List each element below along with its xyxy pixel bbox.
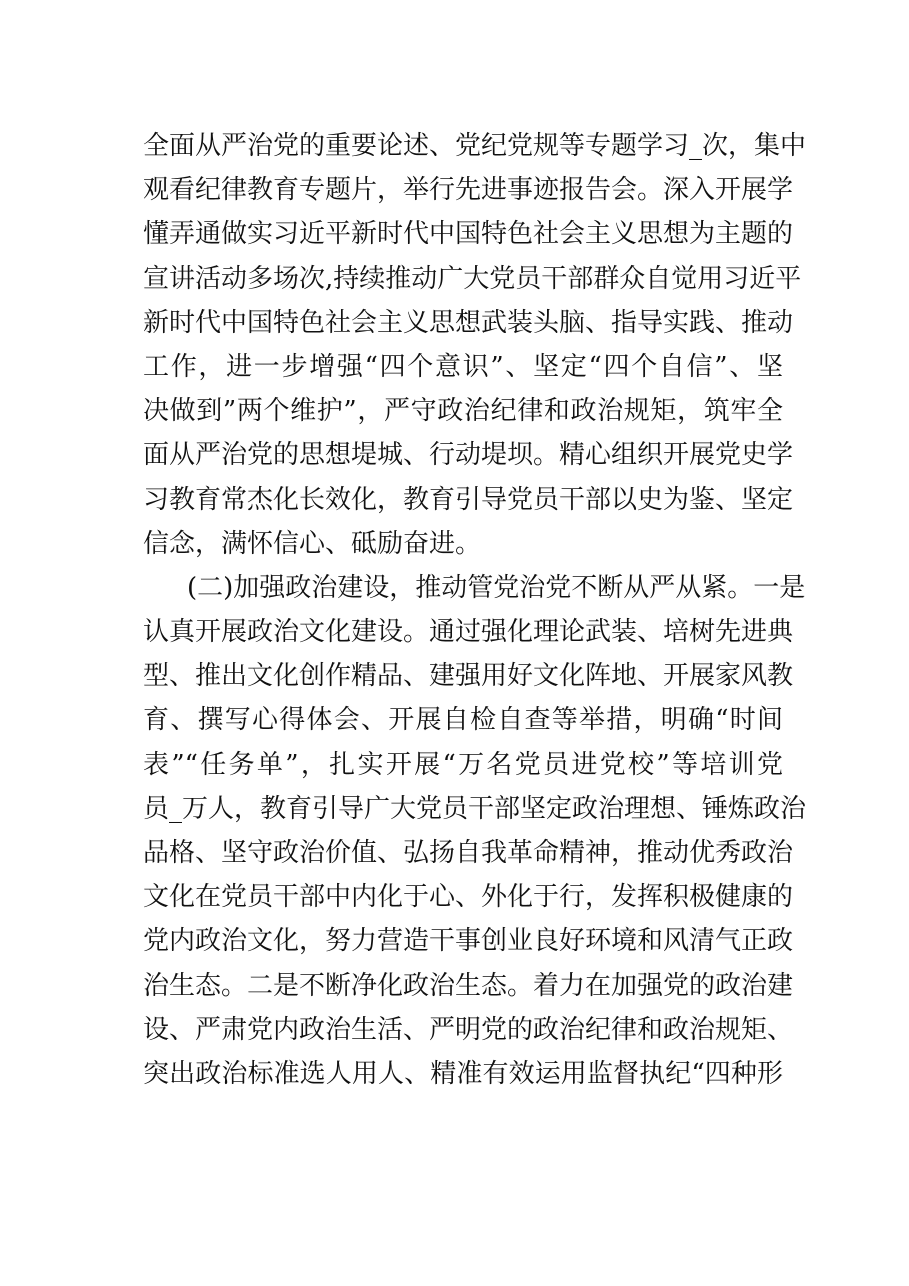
text-line: 宣讲活动多场次,持续推动广大党员干部群众自觉用习近平 (143, 263, 802, 294)
text-line: 党内政治文化，努力营造干事创业良好环境和风清气正政 (143, 926, 794, 957)
text-line: 表”“任务单”，扎实开展“万名党员进党校”等培训党 (143, 749, 783, 780)
text-line: 新时代中国特色社会主义思想武装头脑、指导实践、推动 (143, 307, 794, 338)
body-text (143, 124, 807, 1096)
text-line: 员_万人，教育引导广大党员干部坚定政治理想、锤炼政治 (143, 793, 807, 824)
text-line: 突出政治标准选人用人、精准有效运用监督执纪“四种形 (143, 1058, 783, 1089)
text-line: 面从严治党的思想堤城、行动堤坝。精心组织开展党史学 (143, 440, 794, 471)
text-line: 品格、坚守政治价值、弘扬自我革命精神，推动优秀政治 (143, 838, 794, 868)
text-line: 文化在党员干部中内化于心、外化于行，发挥积极健康的 (143, 882, 794, 913)
text-line: 治生态。二是不断净化政治生态。着力在加强党的政治建 (143, 970, 794, 1001)
text-line: 习教育常杰化长效化，教育引导党员干部以史为鉴、坚定 (143, 484, 794, 515)
text-line: 决做到”两个维护”，严守政治纪律和政治规矩，筑牢全 (143, 396, 783, 427)
text-line: 工作，进一步增强“四个意识”、坚定“四个自信”、坚 (143, 351, 783, 382)
text-line: 认真开展政治文化建设。通过强化理论武装、培树先进典 (143, 617, 794, 648)
text-line: 全面从严治党的重要论述、党纪党规等专题学习_次，集中 (143, 131, 807, 161)
section-heading-line: (二)加强政治建设，推动管党治党不断从严从紧。一是 (187, 572, 806, 603)
text-line: 型、推出文化创作精品、建强用好文化阵地、开展家风教 (143, 661, 794, 692)
text-line: 观看纪律教育专题片，举行先进事迹报告会。深入开展学 (143, 175, 794, 206)
paragraph-end-line: 信念，满怀信心、砥励奋进。 (143, 528, 482, 559)
text-line: 育、撰写心得体会、开展自检自查等举措，明确“时间 (143, 705, 783, 736)
text-line: 懂弄通做实习近平新时代中国特色社会主义思想为主题的 (143, 219, 794, 250)
text-line: 设、严肃党内政治生活、严明党的政治纪律和政治规矩、 (143, 1014, 794, 1045)
